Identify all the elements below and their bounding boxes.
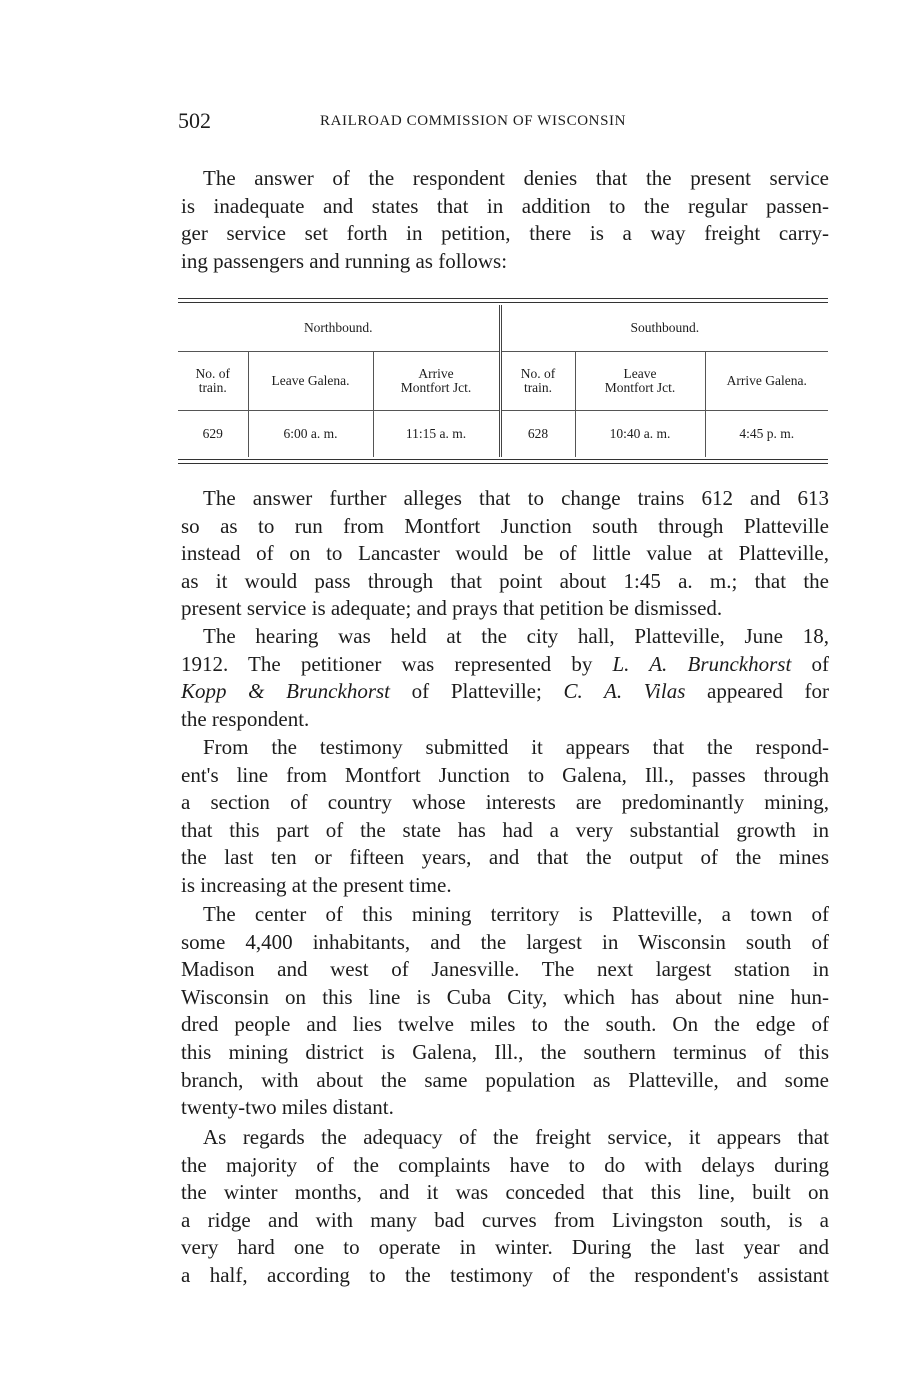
text-line: The answer of the respondent denies that the present service — [203, 166, 829, 190]
text-line: the winter months, and it was conceded that this line, built on — [181, 1180, 829, 1205]
cell-south-arrive: 4:45 p. m. — [739, 426, 795, 441]
text-line: present service is adequate; and prays that petition be dismissed. — [181, 596, 723, 621]
text-run: appeared for — [685, 679, 829, 704]
text-line: ing passengers and running as follows: — [181, 248, 508, 273]
text-line — [181, 678, 829, 706]
header-text: Montfort Jct. — [400, 380, 472, 395]
page-number: 502 — [178, 108, 211, 133]
paragraph-further-alleges — [181, 485, 829, 623]
text-line: a section of country whose interests are predominantly mining, — [181, 790, 829, 815]
text-line: From the testimony submitted it appears that the respond- — [203, 735, 829, 759]
text-line: The center of this mining territory is Platteville, a town of — [203, 902, 829, 926]
northbound-header: Northbound. — [178, 305, 500, 352]
table-row — [178, 411, 828, 458]
col-header-leave-montfort — [575, 352, 705, 411]
text-line: twenty-two miles distant. — [181, 1095, 394, 1120]
text-line: that this part of the state has had a very substantial growth in — [181, 817, 829, 842]
text-line: is increasing at the present time. — [181, 872, 452, 897]
paragraph-answer-intro — [181, 165, 829, 275]
respondent-attorney-name: C. A. Vilas — [563, 679, 686, 704]
text-line: this mining district is Galena, Ill., the southern terminus of this — [181, 1039, 829, 1064]
text-line: The answer further alleges that to change trains 612 and 613 — [203, 486, 829, 510]
text-line: branch, with about the same population as Platteville, and some — [181, 1067, 829, 1092]
cell-north-arrive: 11:15 a. m. — [373, 411, 500, 458]
cell-north-train: 629 — [178, 411, 248, 458]
text-line: Madison and west of Janesville. The next largest station in — [181, 957, 829, 982]
col-header-arrive-montfort — [373, 352, 500, 411]
cell-north-leave: 6:00 a. m. — [248, 411, 373, 458]
text-run: of — [791, 651, 829, 676]
paragraph-freight-service — [181, 1124, 829, 1290]
text-line: as it would pass through that point about 1:45 a. m.; that the — [181, 568, 829, 593]
col-header-leave-galena: Leave Galena. — [248, 352, 373, 411]
header-text: Leave — [623, 366, 657, 381]
paragraph-hearing — [181, 623, 829, 733]
cell-south-leave: 10:40 a. m. — [575, 411, 705, 458]
header-text: Arrive — [418, 366, 454, 381]
page-header — [178, 108, 828, 138]
header-text: Montfort Jct. — [604, 380, 676, 395]
table-direction-row — [178, 305, 828, 352]
text-line: a half, according to the testimony of the respondent's assistant — [181, 1262, 829, 1287]
table-bottom-rule — [178, 459, 828, 464]
text-line: ent's line from Montfort Junction to Galena, Ill., passes through — [181, 762, 829, 787]
text-line: instead of on to Lancaster would be of little value at Platteville, — [181, 541, 829, 566]
header-text: No. of — [520, 366, 556, 381]
text-run: 1912. The petitioner was represented by — [181, 651, 613, 676]
southbound-header: Southbound. — [500, 305, 828, 352]
col-header-south-train-no — [500, 352, 575, 411]
text-line: a ridge and with many bad curves from Livingston south, is a — [181, 1207, 829, 1232]
text-line: is inadequate and states that in addition to the regular passen- — [181, 193, 829, 218]
text-line: very hard one to operate in winter. During the last year and — [181, 1235, 829, 1260]
col-header-arrive-galena: Arrive Galena. — [705, 352, 828, 411]
table-top-rule — [178, 298, 828, 303]
text-line: some 4,400 inhabitants, and the largest in Wisconsin south of — [181, 929, 829, 954]
header-text: train. — [523, 380, 553, 395]
cell-south-train: 628 — [500, 411, 575, 458]
header-text: No. of — [195, 366, 230, 381]
text-line: dred people and lies twelve miles to the south. On the edge of — [181, 1012, 829, 1037]
law-firm-name: Kopp & Brunckhorst — [181, 679, 390, 704]
text-line: ger service set forth in petition, there is a way freight carry- — [181, 221, 829, 246]
paragraph-mining-territory — [181, 901, 829, 1122]
text-line: the respondent. — [181, 706, 310, 731]
petitioner-attorney-name: L. A. Brunckhorst — [612, 651, 792, 676]
text-line: so as to run from Montfort Junction south through Platteville — [181, 513, 829, 538]
text-line: the majority of the complaints have to do with delays during — [181, 1152, 829, 1177]
header-text: train. — [198, 380, 227, 395]
text-line — [181, 651, 829, 679]
text-line: The hearing was held at the city hall, Platteville, June 18, — [203, 624, 829, 648]
running-head: RAILROAD COMMISSION OF WISCONSIN — [320, 113, 627, 129]
text-line: the last ten or fifteen years, and that the output of the mines — [181, 845, 829, 870]
text-line: Wisconsin on this line is Cuba City, which has about nine hun- — [181, 984, 829, 1009]
col-header-north-train-no — [178, 352, 248, 411]
text-run: of Platteville; — [390, 679, 564, 704]
paragraph-testimony — [181, 734, 829, 900]
train-schedule-table — [178, 298, 828, 464]
text-line: As regards the adequacy of the freight service, it appears that — [203, 1125, 829, 1149]
table-column-header-row — [178, 352, 828, 411]
